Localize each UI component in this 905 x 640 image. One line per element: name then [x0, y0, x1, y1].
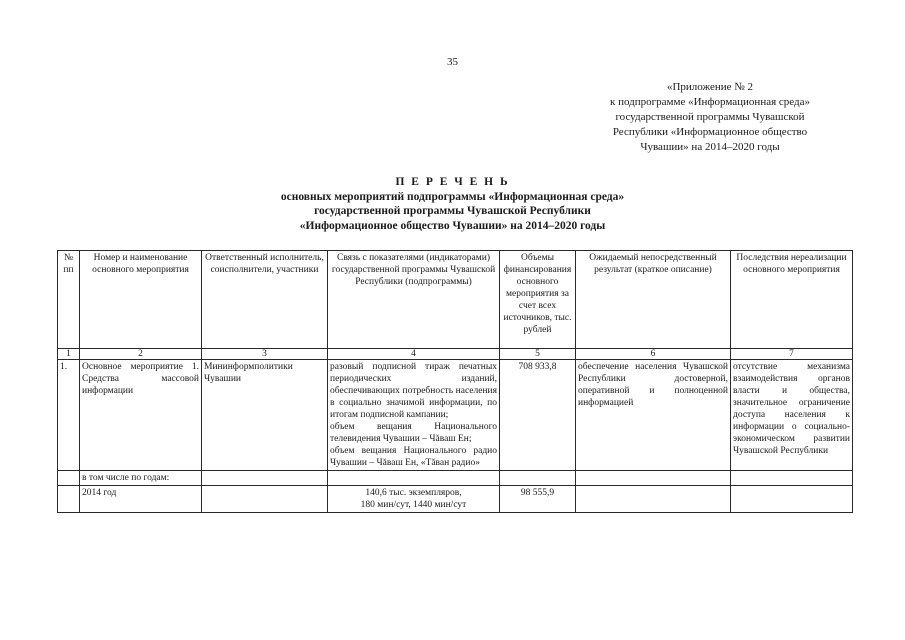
header-cell-executor: Ответственный исполнитель, соисполнители, участники	[202, 251, 328, 349]
table-cell	[202, 471, 328, 486]
indicator-text: разовый подписной тираж печатных периодических изданий, обеспечивающих потребность населения в социально значимой информации, по итогам подписной кампании;	[330, 362, 497, 420]
column-number: 4	[328, 349, 500, 360]
expected-result: обеспечение населения Чувашской Республики достоверной, оперативной и полноценной информацией	[576, 360, 731, 471]
header-cell-measure: Номер и наименование основного мероприятия	[80, 251, 202, 349]
table-cell	[576, 486, 731, 513]
column-number: 3	[202, 349, 328, 360]
indicators	[328, 360, 500, 471]
appendix-line: Республики «Информационное общество	[612, 126, 808, 138]
table-cell	[328, 471, 500, 486]
row-number: 1.	[58, 360, 80, 471]
table-cell	[58, 471, 80, 486]
consequences: отсутствие механизма взаимодействия органов власти и общества, значительное ограничение доступа населения к информации о социально-экономическом развитии Чувашской Республики	[731, 360, 853, 471]
header-cell-result: Ожидаемый непосредственный результат (краткое описание)	[576, 251, 731, 349]
measure-name: Основное мероприятие 1. Средства массовой информации	[80, 360, 202, 471]
indicators-2014	[328, 486, 500, 513]
heading-subtitle: основных мероприятий подпрограммы «Информационная среда»	[280, 190, 625, 203]
table-subheader-row	[58, 471, 853, 486]
executor: Мининформполитики Чувашии	[202, 360, 328, 471]
column-number: 5	[500, 349, 576, 360]
page-number: 35	[447, 56, 458, 68]
header-row	[58, 251, 853, 349]
header-cell-volume: Объемы финансирования основного мероприятия за счет всех источников, тыс. рублей	[500, 251, 576, 349]
column-number: 1	[58, 349, 80, 360]
column-number-row	[58, 349, 853, 360]
table-cell	[58, 486, 80, 513]
appendix-line: Чувашии» на 2014–2020 годы	[640, 141, 780, 153]
column-number: 7	[731, 349, 853, 360]
heading-subtitle: «Информационное общество Чувашии» на 2014–2020 годы	[299, 219, 606, 232]
appendix-line: «Приложение № 2	[666, 81, 754, 93]
table-cell	[576, 471, 731, 486]
column-number: 2	[80, 349, 202, 360]
table-row	[58, 360, 853, 471]
header-cell-number: № пп	[58, 251, 80, 349]
heading-subtitle: государственной программы Чувашской Республики	[314, 205, 591, 217]
funding-volume: 708 933,8	[500, 360, 576, 471]
table-cell	[731, 471, 853, 486]
appendix-line: к подпрограмме «Информационная среда»	[610, 96, 810, 108]
subheader-label: в том числе по годам:	[80, 471, 202, 486]
document-heading	[200, 175, 705, 233]
table-cell	[500, 471, 576, 486]
header-cell-indicators: Связь с показателями (индикаторами) государственной программы Чувашской Республики (подпрограммы)	[328, 251, 500, 349]
heading-title: П Е Р Е Ч Е Н Ь	[395, 176, 510, 188]
column-number: 6	[576, 349, 731, 360]
table-cell	[202, 486, 328, 513]
indicator-text: объем вещания Национального телевидения Чувашии – Чăваш Ен;	[330, 422, 497, 444]
indicator-value: 180 мин/сут, 1440 мин/сут	[360, 500, 467, 510]
funding-volume-2014: 98 555,9	[500, 486, 576, 513]
table-cell	[731, 486, 853, 513]
table-row	[58, 486, 853, 513]
year-label: 2014 год	[80, 486, 202, 513]
appendix-line: государственной программы Чувашской	[615, 111, 805, 123]
appendix-note	[560, 80, 860, 155]
measures-table	[57, 250, 853, 513]
indicator-value: 140,6 тыс. экземпляров,	[365, 488, 462, 498]
header-cell-consequences: Последствия нереализации основного мероприятия	[731, 251, 853, 349]
indicator-text: объем вещания Национального радио Чувашии – Чăваш Ен, «Тăван радио»	[330, 446, 497, 468]
